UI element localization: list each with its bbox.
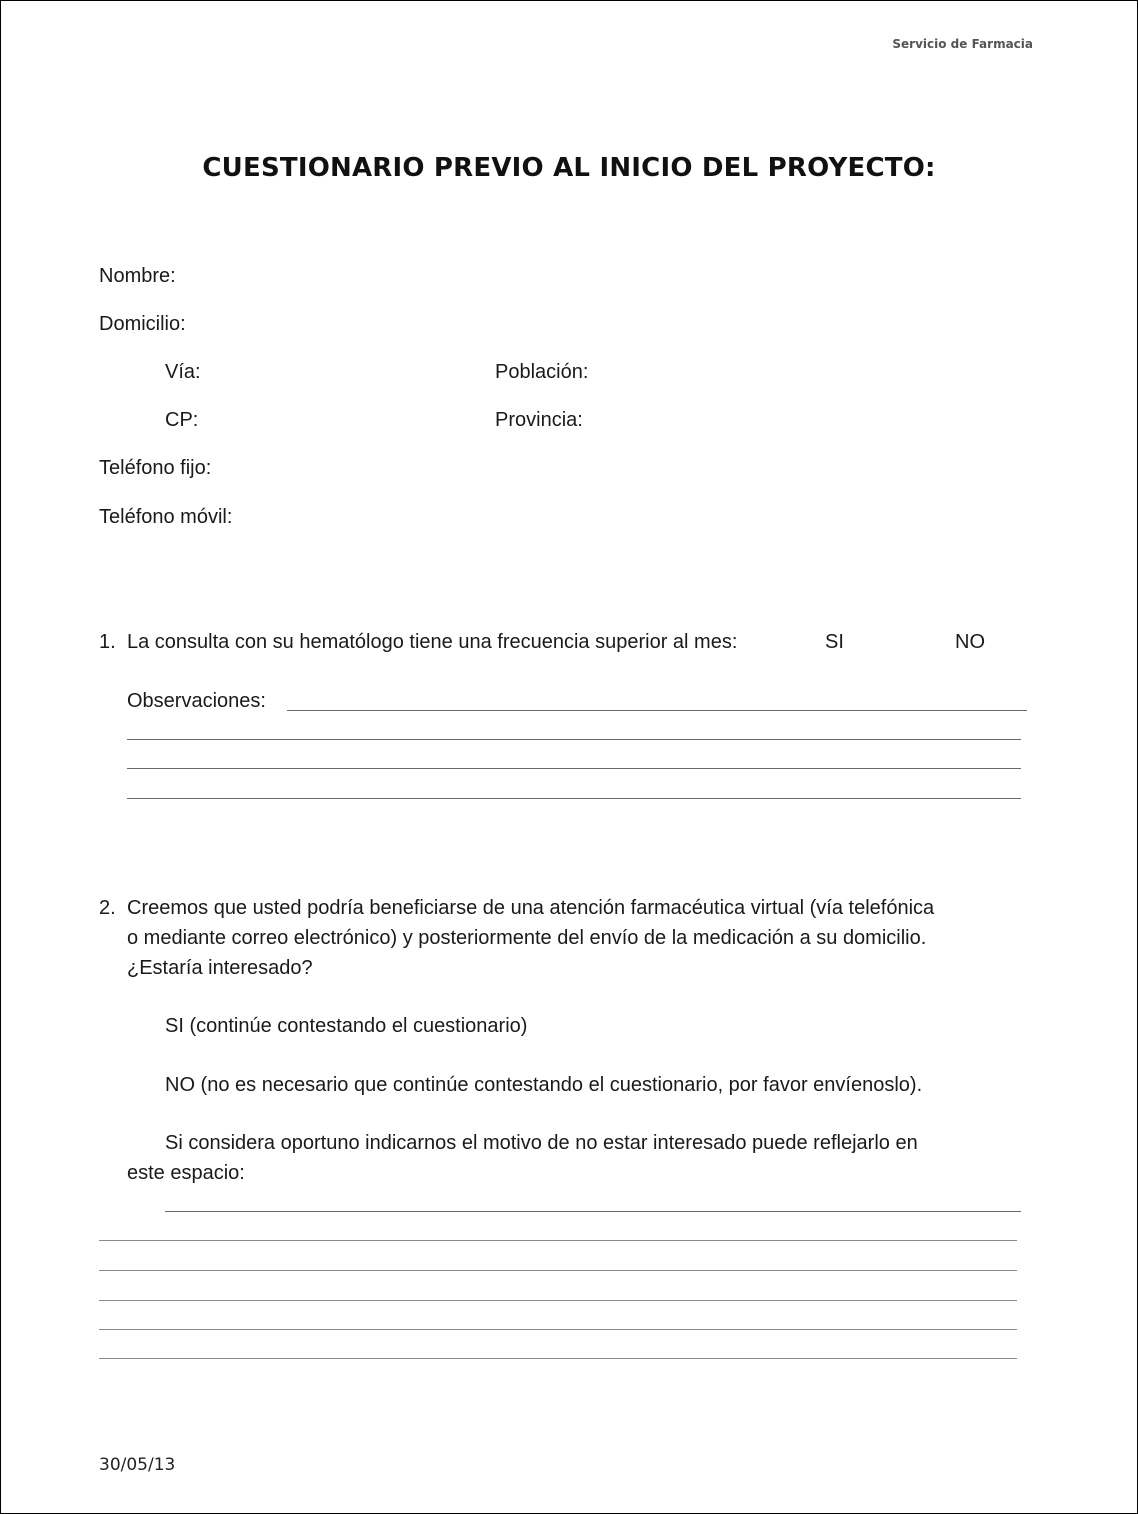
question1-option-no[interactable]: NO xyxy=(955,631,985,653)
page-title: CUESTIONARIO PREVIO AL INICIO DEL PROYECTO: xyxy=(202,153,936,183)
observaciones-line[interactable] xyxy=(127,798,1021,799)
observaciones-label: Observaciones: xyxy=(127,690,266,712)
motivo-line[interactable] xyxy=(165,1211,1021,1212)
question2-option-si[interactable]: SI (continúe contestando el cuestionario) xyxy=(165,1015,528,1037)
field-telefono-fijo-label: Teléfono fijo: xyxy=(99,457,212,479)
footer-date: 30/05/13 xyxy=(99,1455,176,1475)
field-provincia-label: Provincia: xyxy=(495,409,583,431)
field-poblacion-label: Población: xyxy=(495,361,589,383)
motivo-line[interactable] xyxy=(99,1329,1017,1330)
field-telefono-movil-label: Teléfono móvil: xyxy=(99,506,233,528)
question2-text-line1: Creemos que usted podría beneficiarse de una atención farmacéutica virtual (vía telefónica xyxy=(127,897,935,919)
question1-option-si[interactable]: SI xyxy=(825,631,844,653)
field-domicilio-label: Domicilio: xyxy=(99,313,186,335)
question1-number: 1. xyxy=(99,631,116,653)
motivo-line[interactable] xyxy=(99,1240,1017,1241)
question2-option-no[interactable]: NO (no es necesario que continúe contestando el cuestionario, por favor envíenoslo). xyxy=(165,1074,923,1096)
question2-text-line3: ¿Estaría interesado? xyxy=(127,957,313,979)
question2-number: 2. xyxy=(99,897,116,919)
observaciones-line[interactable] xyxy=(287,710,1027,711)
question1-text: La consulta con su hematólogo tiene una frecuencia superior al mes: xyxy=(127,631,738,653)
motivo-text-line1: Si considera oportuno indicarnos el motivo de no estar interesado puede reflejarlo en xyxy=(165,1132,918,1154)
motivo-line[interactable] xyxy=(99,1300,1017,1301)
motivo-line[interactable] xyxy=(99,1270,1017,1271)
field-nombre-label: Nombre: xyxy=(99,265,176,287)
observaciones-line[interactable] xyxy=(127,768,1021,769)
field-cp-label: CP: xyxy=(165,409,199,431)
header-service-label: Servicio de Farmacia xyxy=(892,37,1033,51)
motivo-line[interactable] xyxy=(99,1358,1017,1359)
question2-text-line2: o mediante correo electrónico) y posteriormente del envío de la medicación a su domicilio. xyxy=(127,927,927,949)
observaciones-line[interactable] xyxy=(127,739,1021,740)
motivo-text-line2: este espacio: xyxy=(127,1162,245,1184)
field-via-label: Vía: xyxy=(165,361,201,383)
